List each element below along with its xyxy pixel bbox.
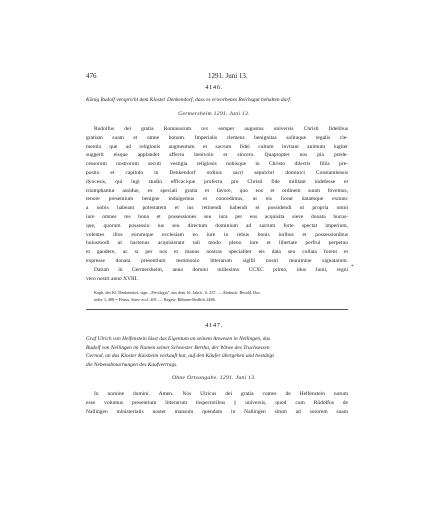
text-line: volentes illos eorumque ecclesiam eo iure in rebus bonis iuribus et possessionibus [86,231,348,238]
place-date-4146: Germersheim 1291. Juni 13. [178,111,250,117]
text-line: esse volumus presentium litterarum inspectoribus || universis, quod cum Rūdolfus de [86,399,348,406]
document-number-4146: 4146. [205,84,223,91]
source-notes-4146 [94,289,348,303]
page-number: 476 [86,72,97,80]
text-line: Datum in Germersheim, anno domini millesimo CCXC primo, idus Junii, regni [94,266,348,273]
regest-line: Gernod, an das Kloster Kaisheim verkauft hat, auf den Käufer übergehen und bestätigt [86,353,274,360]
text-line: huiusmodi ut hactenus acquisierant tali modo pleno iure et libertate perfrui perpetuo [86,240,348,247]
text-line: dyocesis, qui ingi studio efficacique profectu pro Christi fide militant indefesse et [86,178,348,185]
text-line: iure omnes res bona et possessiones seu iura per eos acquisita sieve donata hucus- [86,213,348,220]
regest-4147 [86,335,348,369]
text-line: triumphantur assidue, ex speciali gratia et favore, quo eos et ordinem suum fovemus, [86,187,348,194]
section-divider [86,309,348,310]
text-line: Nallingen ministerialis noster mansum quendam in Nallingen situm ad sororem suam [86,408,348,415]
text-line: tenore presentium benigne indulgemus et concedimus, ut eis liceat datamque exnunc [86,196,348,203]
text-line: que, quorum possessio ius seu directum dominium ad sacrum forte spectat imperium, [86,222,348,229]
place-date-4147: Ohne Ortsangabe. 1291. Juni 13. [171,375,257,381]
margin-mark: * [351,265,354,270]
document-number-4147: 4147. [205,322,223,329]
text-line: gratiam suam et omne bonum. Imperialis clemens benignitas solitaque regalis cle- [86,134,348,141]
regest-line: Graf Ulrich von Helfenstein lässt das Eigentum an seinem Anwesen in Nellingen, das [86,336,271,342]
text-line: et gaudere, ac si per nos et manus nostras specialiter eis data seu collata forent et [86,249,348,256]
text-line: In nomine domini. Amen. Nos Ulricus dei gratia comes de Helfenstein notum [94,391,348,397]
text-line: expresse donata presentium testimonio litterarum sigilli nostri munimine signatarum. [86,257,348,264]
regest-4146: König Rudolf verspricht dem Kloster Denkendorf, dass es erworbenes Reichsgut behalten darf. [86,97,292,103]
charter-text-4146 [86,125,348,283]
text-line: Rudolfus dei gratia Romanorum rex semper augustus universis Christi fidelibus [94,126,348,132]
regest-line: die Nebenabmachungen des Kaufvertrags. [86,361,178,368]
charter-text-4147 [86,390,348,416]
text-line: a nobis habeant potestatem et ius retinendi habendi et possidendi ut propria omni [86,205,348,212]
header-date: 1291. Juni 13. [208,72,248,80]
page-header [86,70,348,82]
text-line: cessorum nostrorum secuti vestigia religiosis nobisque in Christo dilectis filiis pre- [86,161,348,168]
text-line: vero nostri anno XVIII. [86,275,138,282]
text-line: suggerit eisque applandet affectu benivolo et sincero. Quapropter nos pia prede- [86,152,348,159]
text-line: posito et capitulo in Denkendorf ordinis sacri sepulchri dominici Constantiensis [86,169,348,176]
regest-line: Rudolf von Nellingen im Namen seiner Schwester Bertha, der Witwe des Truchsessen [86,344,270,351]
note-line: rediv. I, 408 = Petrus, Suev. eccl. 205. — Regest: Böhmer-Redlich 2486. [94,297,216,302]
text-line: mentia que ad religionis augmentum et sacrum fidei cultum invitant animum iugiter [86,143,348,150]
note-line: Kopb. des Kl. Denkendorf, sign. „Privilegia", aus dem 16. Jahrh., S. 237. — Abdruck: Besold, Doc. [94,290,262,295]
